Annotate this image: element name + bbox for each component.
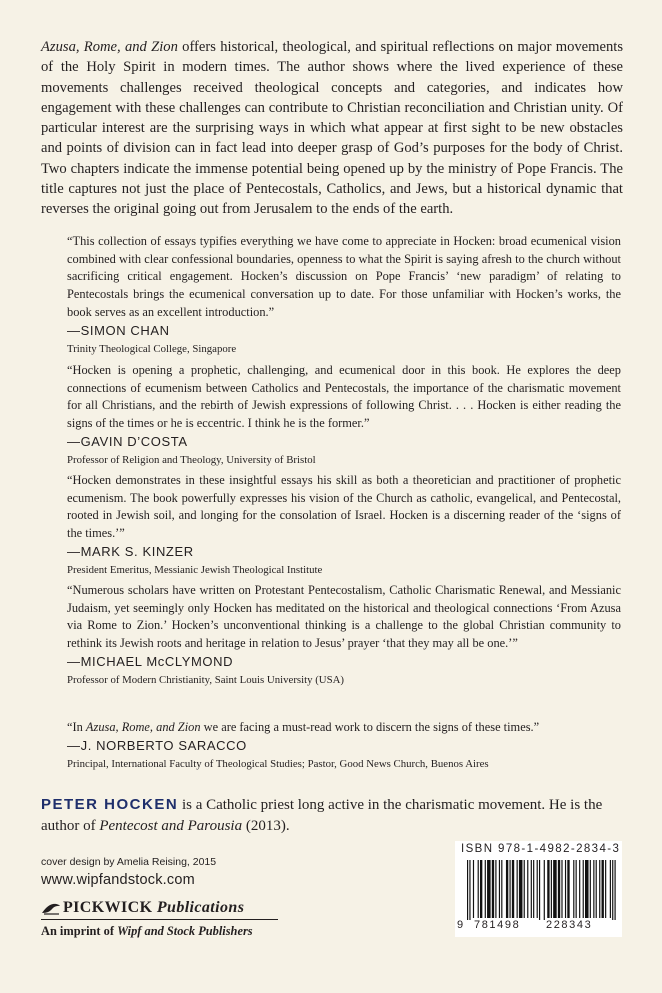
imprint-text: An imprint of: [41, 924, 118, 938]
barcode-bar: [583, 860, 584, 918]
imprint-parent: Wipf and Stock Publishers: [117, 924, 253, 938]
endorsement-mark-kinzer: [67, 472, 621, 577]
barcode-bar: [495, 860, 496, 918]
book-description: [41, 37, 623, 220]
barcode-bar: [485, 860, 486, 918]
publisher-divider: [41, 919, 278, 920]
endorsement-simon-chan: [67, 233, 621, 356]
barcode-bar: [585, 860, 589, 918]
barcode-bar: [567, 860, 569, 918]
isbn-label: ISBN 978-1-4982-2834-3: [461, 843, 621, 855]
barcode-bar: [573, 860, 574, 918]
barcode-bar: [524, 860, 525, 918]
barcode-bar: [499, 860, 500, 918]
barcode-bar: [590, 860, 591, 918]
endorsement-gavin-dcosta: [67, 362, 621, 467]
pickwick-logo-icon: [41, 900, 61, 916]
book-title-italic: Azusa, Rome, and Zion: [41, 39, 178, 55]
author-bio-text: is a Catholic priest long active in the charismatic movement. He is the author of: [41, 797, 603, 834]
barcode-bar: [544, 860, 545, 920]
author-bio: [41, 794, 623, 837]
barcode-bar: [533, 860, 534, 918]
publisher-name: [63, 899, 244, 917]
barcode-bar: [599, 860, 600, 918]
barcode-left-digits: 781498: [474, 919, 521, 931]
endorser-name: —GAVIN D’COSTA: [67, 433, 188, 449]
publisher-website[interactable]: www.wipfandstock.com: [41, 872, 195, 888]
publisher-imprint: [41, 923, 281, 939]
endorser-name: —SIMON CHAN: [67, 322, 170, 338]
isbn-barcode: [455, 841, 622, 937]
barcode-bar: [480, 860, 482, 918]
endorser-name: —MARK S. KINZER: [67, 543, 194, 559]
barcode-bar: [492, 860, 494, 918]
endorsement-michael-mcclymond: [67, 582, 621, 687]
author-bio-text-after: (2013).: [242, 818, 290, 834]
endorsement-text: “Hocken demonstrates in these insightful essays his skill as both a theoretician and practitioner of prophetic ecumenism. The book powerfully expresses his vision of the Church as catholic, evangelical, and Pentecostal, rooted in Jewish soil, and longing for the consolation of Israel. Hocken is a discerning reader of the ‘signs of the times.’”: [67, 473, 621, 541]
endorsement-norberto-saracco: [67, 719, 621, 771]
author-name: PETER HOCKEN: [41, 796, 179, 813]
publisher-block: [41, 899, 281, 939]
endorser-affiliation: President Emeritus, Messianic Jewish Theological Institute: [67, 563, 323, 576]
barcode-bar: [519, 860, 523, 918]
barcode-bar: [509, 860, 510, 918]
barcode-bar: [615, 860, 616, 920]
barcode-bar: [478, 860, 479, 918]
barcode-bar: [579, 860, 580, 918]
endorser-name: —MICHAEL McCLYMOND: [67, 653, 234, 669]
barcode-bar: [506, 860, 508, 918]
barcode-bar: [469, 860, 470, 920]
barcode-bar: [565, 860, 566, 918]
endorser-affiliation: Trinity Theological College, Singapore: [67, 342, 237, 355]
book-description-text: offers historical, theological, and spiritual reflections on major movements of the Holy Spirit in modern times. The author shows where the lived experience of these movements challenges received theological concepts and categories, and indicates how engagement with these challenges can contribute to Christian reconciliation and Christian unity. Of particular interest are the surprising ways in which what appear at first sight to be new obstacles and points of division can in fact lead into deeper grasp of God’s purposes for the body of Christ. Two chapters indicate the immense potential being opened up by the ministry of Pope Francis. The title captures not just the place of Pentecostals, Catholics, and Jews, but a historical dynamic that reverses the original going out from Jerusalem to the ends of the earth.: [41, 39, 624, 218]
barcode-bar: [596, 860, 597, 918]
barcode-icon: [455, 858, 622, 920]
barcode-bar: [602, 860, 604, 918]
barcode-bar: [501, 860, 502, 918]
endorsement-text: “Hocken is opening a prophetic, challenging, and ecumenical door in this book. He explores the deep connections of ecumenism between Catholics and Pentecostals, the importance of the charismatic movement for all Christians, and the rebirth of Jewish expressions of following Christ. . . . Hocken is either reading the signs of the times or he is eccentric. I think he is the former.”: [67, 363, 621, 431]
barcode-bar: [531, 860, 532, 918]
barcode-bar: [610, 860, 611, 918]
barcode-bar: [539, 860, 540, 920]
endorsement-text-after: we are facing a must-read work to discern the signs of these times.”: [200, 720, 540, 734]
endorser-affiliation: Professor of Modern Christianity, Saint Louis University (USA): [67, 673, 344, 686]
author-previous-book: Pentecost and Parousia: [99, 818, 243, 834]
barcode-bar: [517, 860, 518, 918]
barcode-bar: [612, 860, 613, 920]
endorser-affiliation: Professor of Religion and Theology, University of Bristol: [67, 453, 316, 466]
barcode-bar: [467, 860, 468, 920]
barcode-bar: [593, 860, 594, 918]
endorsement-book-title: Azusa, Rome, and Zion: [85, 720, 201, 734]
barcode-bar: [576, 860, 577, 918]
barcode-first-digit: 9: [457, 919, 464, 931]
barcode-bar: [551, 860, 552, 918]
barcode-bar: [553, 860, 557, 918]
barcode-bar: [558, 860, 560, 918]
barcode-bar: [605, 860, 606, 918]
barcode-bar: [487, 860, 491, 918]
endorsement-text: [67, 719, 621, 737]
barcode-bar: [561, 860, 562, 918]
endorsement-text: “Numerous scholars have written on Protestant Pentecostalism, Catholic Charismatic Renewal, and Messianic Judaism, yet seemingly only Hocken has meditated on the historical and theological connections ‘From Azusa via Rome to Zion.’ Hocken’s unconventional thinking is a challenge to the global Christian community to rethink its Jewish roots and heritage in relation to Jesus’ prayer ‘that they may all be one.’”: [67, 583, 621, 651]
barcode-bar: [473, 860, 474, 918]
barcode-bar: [512, 860, 514, 918]
publisher-name-italic: Publications: [156, 899, 245, 916]
barcode-bar: [527, 860, 528, 918]
endorsement-text-before: “In: [67, 720, 86, 734]
barcode-bar: [537, 860, 538, 918]
publisher-name-caps: PICKWICK: [63, 899, 153, 916]
barcode-right-digits: 228343: [546, 919, 593, 931]
endorser-affiliation: Principal, International Faculty of Theological Studies; Pastor, Good News Church, Buenos Aires: [67, 757, 489, 770]
endorsement-text: “This collection of essays typifies everything we have come to appreciate in Hocken: broad ecumenical vision combined with clear confessional boundaries, openness to what the Spirit is saying afresh to the church without sacrificing critical engagement. Hocken’s discussion on Pope Francis’ ‘new paradigm’ of relating to Pentecostals brings the ecumenical conversation up to date. For those unfamiliar with Hocken’s works, the book serves as an excellent introduction.”: [67, 234, 621, 319]
barcode-bar: [547, 860, 549, 918]
endorser-name: —J. NORBERTO SARACCO: [67, 737, 247, 753]
cover-design-credit: cover design by Amelia Reising, 2015: [41, 856, 217, 868]
